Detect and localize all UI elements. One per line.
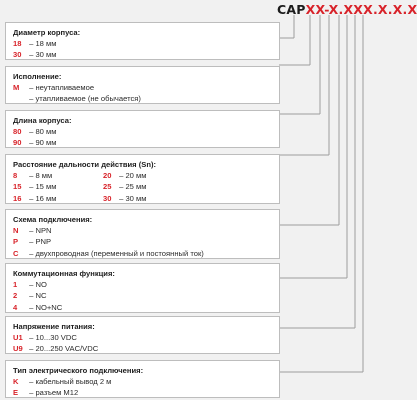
option-row bbox=[13, 225, 272, 236]
option-row bbox=[13, 181, 103, 192]
option-code: 18 bbox=[13, 39, 22, 49]
option-code: 2 bbox=[13, 291, 18, 301]
option-desc: – NO bbox=[29, 280, 47, 290]
section-electrical-connection bbox=[5, 360, 280, 398]
model-code-part: X bbox=[328, 2, 339, 17]
option-desc: – двухпроводная (переменный и постоянный ток) bbox=[29, 248, 204, 258]
option-row bbox=[13, 290, 272, 301]
section-title: Коммутационная функция: bbox=[13, 269, 115, 278]
option-desc: – NC bbox=[29, 291, 47, 301]
option-desc: – 30 мм bbox=[119, 193, 147, 203]
option-code: 30 bbox=[13, 50, 22, 60]
option-code: P bbox=[13, 237, 19, 247]
option-row bbox=[13, 137, 272, 148]
option-code: 15 bbox=[13, 182, 22, 192]
option-code: U1 bbox=[13, 333, 23, 343]
section-version bbox=[5, 66, 280, 104]
section-title: Расстояние дальности действия (Sn): bbox=[13, 160, 157, 169]
option-row bbox=[103, 193, 223, 204]
option-row bbox=[13, 38, 272, 49]
model-code-part: X bbox=[377, 2, 388, 17]
model-code-part: XXX bbox=[343, 2, 373, 17]
section-body-length bbox=[5, 110, 280, 148]
option-desc: – 15 мм bbox=[29, 182, 57, 192]
option-row bbox=[13, 93, 272, 104]
option-row bbox=[103, 181, 223, 192]
option-desc: – разъем M12 bbox=[29, 388, 79, 398]
option-code: 90 bbox=[13, 138, 22, 148]
section-supply-voltage bbox=[5, 316, 280, 354]
option-row bbox=[13, 376, 272, 387]
option-desc: – 20...250 VAC/VDC bbox=[29, 344, 99, 354]
section-title: Напряжение питания: bbox=[13, 322, 95, 331]
model-code-part: X bbox=[392, 2, 403, 17]
option-row bbox=[13, 332, 272, 343]
option-desc: – 25 мм bbox=[119, 182, 147, 192]
option-desc: – 8 мм bbox=[29, 171, 53, 181]
option-code: 16 bbox=[13, 193, 22, 203]
option-code: C bbox=[13, 248, 19, 258]
section-switching-function bbox=[5, 263, 280, 313]
option-desc: – 18 мм bbox=[29, 39, 57, 49]
option-desc: – 20 мм bbox=[119, 171, 147, 181]
option-code: 20 bbox=[103, 171, 112, 181]
option-desc: – 16 мм bbox=[29, 193, 57, 203]
option-code: U9 bbox=[13, 344, 23, 354]
option-desc: – 80 мм bbox=[29, 127, 57, 137]
option-desc: – кабельный вывод 2 м bbox=[29, 377, 112, 387]
option-code: 4 bbox=[13, 302, 18, 312]
option-row bbox=[103, 170, 223, 181]
option-row bbox=[13, 49, 272, 60]
section-body-diameter bbox=[5, 22, 280, 60]
model-code: CAPXX-X.XXX.X.X.X bbox=[277, 2, 417, 17]
section-title: Длина корпуса: bbox=[13, 116, 72, 125]
option-row bbox=[13, 170, 103, 181]
option-row bbox=[13, 302, 272, 313]
option-code: K bbox=[13, 377, 19, 387]
model-code-prefix: CAP bbox=[277, 2, 306, 17]
option-row bbox=[13, 193, 103, 204]
option-code: 25 bbox=[103, 182, 112, 192]
section-title: Схема подключения: bbox=[13, 215, 93, 224]
option-row bbox=[13, 82, 272, 93]
option-desc: – 10...30 VDC bbox=[29, 333, 77, 343]
option-row bbox=[13, 126, 272, 137]
option-code: 1 bbox=[13, 280, 18, 290]
option-desc: – PNP bbox=[29, 237, 52, 247]
option-desc: – неутапливаемое bbox=[29, 83, 95, 93]
option-desc: – утапливаемое (не обычается) bbox=[29, 94, 141, 104]
option-code: M bbox=[13, 83, 20, 93]
option-code: 80 bbox=[13, 127, 22, 137]
model-code-part: X bbox=[407, 2, 417, 17]
model-code-part: XX bbox=[305, 2, 325, 17]
section-sensing-distance bbox=[5, 154, 280, 204]
option-desc: – 30 мм bbox=[29, 50, 57, 60]
option-row bbox=[13, 279, 272, 290]
option-row bbox=[13, 248, 272, 259]
option-desc: – NO+NC bbox=[29, 302, 63, 312]
section-wiring-scheme bbox=[5, 209, 280, 259]
section-title: Диаметр корпуса: bbox=[13, 28, 81, 37]
option-row bbox=[13, 343, 272, 354]
option-code: N bbox=[13, 226, 19, 236]
option-row bbox=[13, 387, 272, 398]
option-desc: – NPN bbox=[29, 226, 52, 236]
option-code: 30 bbox=[103, 193, 112, 203]
option-code: 8 bbox=[13, 171, 18, 181]
option-code: E bbox=[13, 388, 19, 398]
section-title: Исполнение: bbox=[13, 72, 62, 81]
option-row bbox=[13, 236, 272, 247]
option-desc: – 90 мм bbox=[29, 138, 57, 148]
section-title: Тип электрического подключения: bbox=[13, 366, 144, 375]
